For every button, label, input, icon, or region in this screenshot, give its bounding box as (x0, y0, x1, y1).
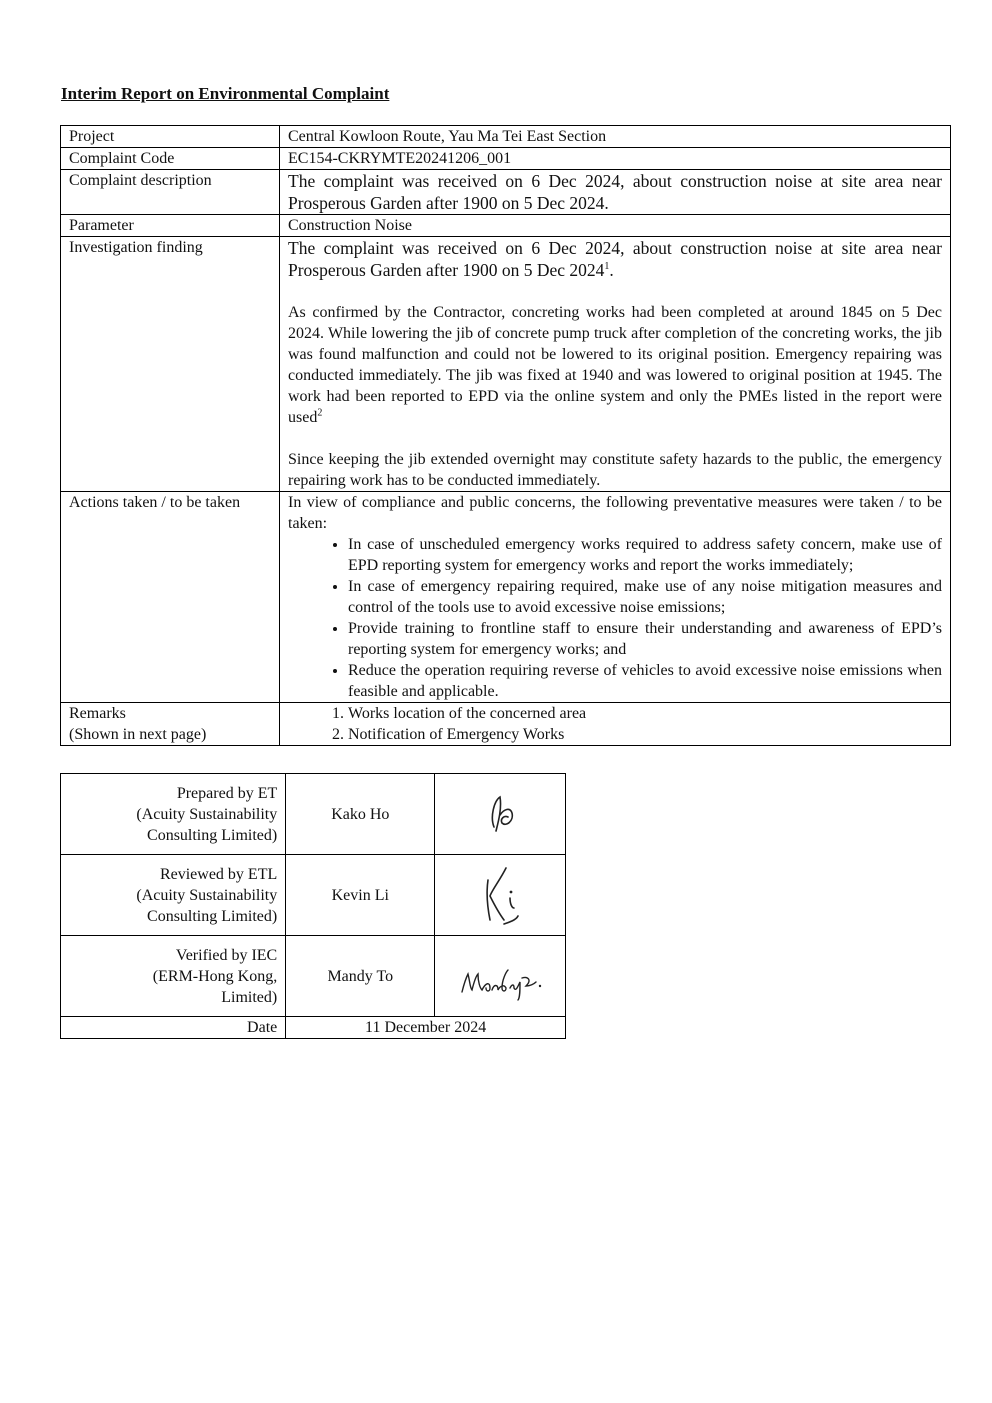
row-parameter (61, 215, 951, 237)
row-actions (61, 492, 951, 703)
investigation-para-3: Since keeping the jib extended overnight may constitute safety hazards to the public, the emergency repairing work has to be conducted immediately. (288, 451, 942, 489)
list-item: • Provide training to frontline staff to ensure their understanding and awareness of EPD’s reporting system for emergency works; and (348, 618, 942, 660)
list-item: 2. Notification of Emergency Works (348, 724, 942, 745)
list-item: • In case of emergency repairing required, make use of any noise mitigation measures and control of the tools use to avoid excessive noise emissions; (348, 576, 942, 618)
footnote-ref-2: 2 (317, 407, 323, 419)
signoff-row-prepared (61, 774, 566, 855)
complaint-code-label: Complaint Code (61, 148, 280, 170)
row-complaint-description (61, 170, 951, 215)
list-item: 1. Works location of the concerned area (348, 703, 942, 724)
prepared-role: Prepared by ET (Acuity Sustainability Consulting Limited) (61, 774, 286, 855)
actions-list (288, 534, 942, 702)
signature-image (440, 779, 560, 849)
parameter-value: Construction Noise (280, 215, 951, 237)
reviewed-role: Reviewed by ETL (Acuity Sustainability Consulting Limited) (61, 855, 286, 936)
list-item: • Reduce the operation requiring reverse of vehicles to avoid excessive noise emissions when feasible and applicable. (348, 660, 942, 702)
actions-intro: In view of compliance and public concerns, the following preventative measures were taken / to be taken: (288, 494, 942, 532)
date-label: Date (61, 1017, 286, 1039)
verified-name: Mandy To (286, 936, 435, 1017)
signoff-row-reviewed (61, 855, 566, 936)
signoff-table (60, 773, 566, 1039)
verified-signature (435, 936, 566, 1017)
list-item: • In case of unscheduled emergency works required to address safety concern, make use of EPD reporting system for emergency works and report the works immediately; (348, 534, 942, 576)
actions-label: Actions taken / to be taken (61, 492, 280, 703)
row-complaint-code (61, 148, 951, 170)
prepared-name: Kako Ho (286, 774, 435, 855)
signoff-row-verified (61, 936, 566, 1017)
verified-role: Verified by IEC (ERM-Hong Kong, Limited) (61, 936, 286, 1017)
signoff-row-date (61, 1017, 566, 1039)
reviewed-name: Kevin Li (286, 855, 435, 936)
footnote-ref-1: 1 (604, 261, 610, 273)
remarks-label: Remarks (Shown in next page) (61, 703, 280, 746)
complaint-code-value: EC154-CKRYMTE20241206_001 (280, 148, 951, 170)
report-title: Interim Report on Environmental Complaint (61, 84, 390, 103)
project-label: Project (61, 126, 280, 148)
remarks-list (288, 703, 942, 745)
investigation-para-2: As confirmed by the Contractor, concreting works had been completed at around 1845 on 5 Dec 2024. While lowering the jib of concrete pump truck after completion of the concreting works, the jib was found malfunction and could not be lowered to its original position. Emergency repairing was conducted immediately. The jib was fixed at 1940 and was lowered to original position at 1945. The work had been reported to EPD via the online system and only the PMEs listed in the report were used$^2$ (288, 304, 942, 426)
prepared-signature (435, 774, 566, 855)
row-remarks (61, 703, 951, 746)
signature-image (440, 858, 560, 932)
complaint-description-label: Complaint description (61, 170, 280, 215)
actions-value (280, 492, 951, 703)
parameter-label: Parameter (61, 215, 280, 237)
project-value: Central Kowloon Route, Yau Ma Tei East Section (280, 126, 951, 148)
investigation-value (280, 237, 951, 492)
complaint-description-value: The complaint was received on 6 Dec 2024, about construction noise at site area near Prosperous Garden after 1900 on 5 Dec 2024. (280, 170, 951, 215)
investigation-para-1: The complaint was received on 6 Dec 2024, about construction noise at site area near Prosperous Garden after 1900 on 5 Dec 2024$^1$. (288, 238, 942, 280)
signature-image (440, 946, 560, 1006)
row-project (61, 126, 951, 148)
remarks-value (280, 703, 951, 746)
row-investigation (61, 237, 951, 492)
date-value: 11 December 2024 (286, 1017, 566, 1039)
complaint-table (60, 125, 951, 746)
reviewed-signature (435, 855, 566, 936)
investigation-label: Investigation finding (61, 237, 280, 492)
